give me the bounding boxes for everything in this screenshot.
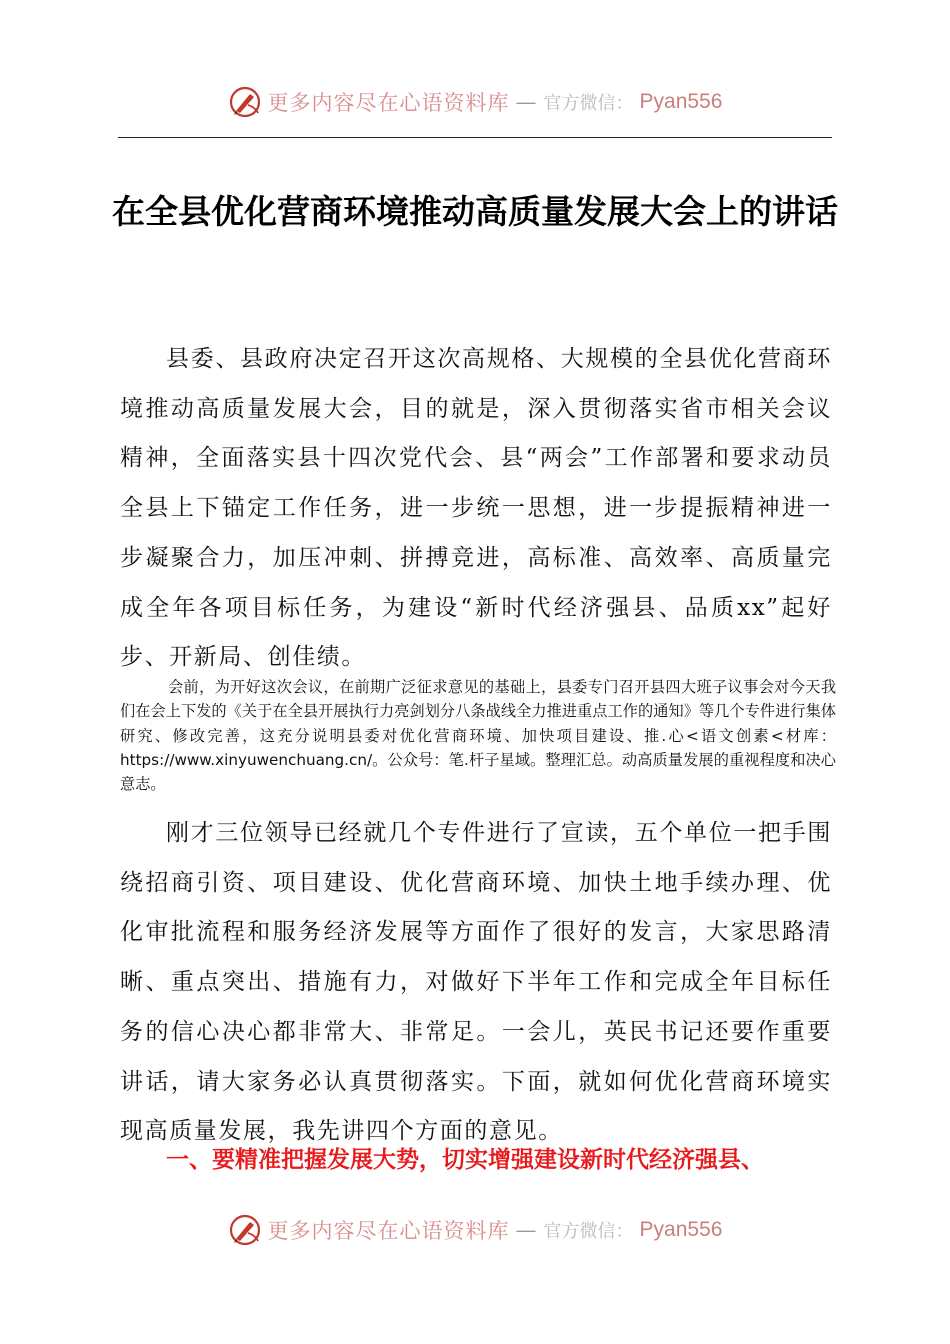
- footer-brand-text: 更多内容尽在心语资料库: [267, 1219, 510, 1243]
- header-wechat-id: Pyan556: [639, 90, 723, 113]
- paragraph-3: 刚才三位领导已经就几个专件进行了宣读，五个单位一把手围绕招商引资、项目建设、优化营商环境、加快土地手续办理、优化审批流程和服务经济发展等方面作了很好的发言，大家思路清晰、重点突出、措施有力，对做好下半年工作和完成全年目标任务的信心决心都非常大、非常足。一会儿，英民书记还要作重要讲话，请大家务必认真贯彻落实。下面，就如何优化营商环境实现高质量发展，我先讲四个方面的意见。: [120, 820, 832, 1145]
- page-header: [0, 82, 950, 122]
- header-divider: [118, 137, 832, 138]
- pen-logo-icon: [228, 85, 262, 119]
- footer-dash: —: [515, 1218, 538, 1242]
- document-title: 在全县优化营商环境推动高质量发展大会上的讲话: [112, 192, 838, 231]
- paragraph-1: 县委、县政府决定召开这次高规格、大规模的全县优化营商环境推动高质量发展大会，目的就是，深入贯彻落实省市相关会议精神，全面落实县十四次党代会、县“两会”工作部署和要求动员全县上下锚定工作任务，进一步统一思想，进一步提振精神进一步凝聚合力，加压冲刺、拼搏竞进，高标准、高效率、高质量完成全年各项目标任务，为建设“新时代经济强县、品质xx”起好步、开新局、创佳绩。: [120, 346, 832, 671]
- page-footer: [0, 1210, 950, 1250]
- footer-watermark: [228, 1213, 723, 1247]
- footer-wechat-id: Pyan556: [639, 1218, 723, 1241]
- header-watermark: [228, 85, 723, 119]
- footer-wechat-label: 官方微信：: [543, 1221, 634, 1242]
- section-heading-1: 一、要精准把握发展大势，切实增强建设新时代经济强县、: [166, 1147, 764, 1173]
- header-dash: —: [515, 90, 538, 114]
- paragraph-2: 会前，为开好这次会议，在前期广泛征求意见的基础上，县委专门召开县四大班子议事会对今天我们在会上下发的《关于在全县开展执行力亮剑划分八条战线全力推进重点工作的通知》等几个专件进行集体研究、修改完善，这充分说明县委对优化营商环境、加快项目建设、推.心<语文创素<材库：https://www.xinyuwenchuang.cn/。公众号：笔.杆子星域。整理汇总。动高质量发展的重视程度和决心意志。: [120, 678, 836, 793]
- pen-logo-icon: [228, 1213, 262, 1247]
- header-brand-text: 更多内容尽在心语资料库: [267, 91, 510, 115]
- header-wechat-label: 官方微信：: [543, 93, 634, 114]
